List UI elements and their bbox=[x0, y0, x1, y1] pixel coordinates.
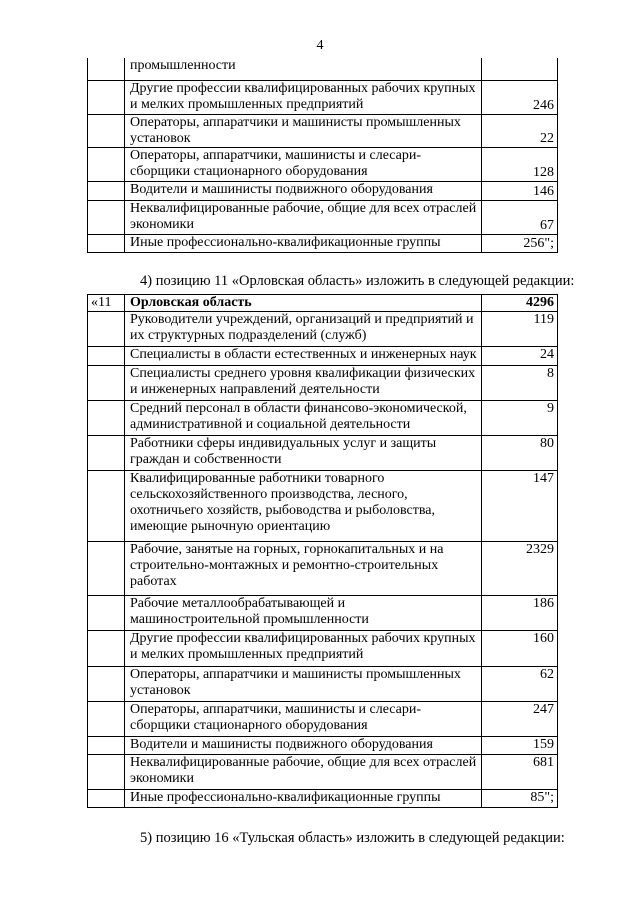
count-cell: 147 bbox=[482, 471, 558, 542]
oryol-region-table bbox=[87, 294, 558, 808]
index-cell bbox=[88, 631, 125, 667]
count-cell: 67 bbox=[482, 200, 558, 234]
table-row bbox=[88, 181, 558, 200]
occupation-cell: Водители и машинисты подвижного оборудования bbox=[125, 737, 482, 755]
occupation-cell: Неквалифицированные рабочие, общие для всех отраслей экономики bbox=[125, 200, 482, 234]
occupation-cell: Операторы, аппаратчики и машинисты промышленных установок bbox=[125, 667, 482, 702]
count-cell: 8 bbox=[482, 366, 558, 401]
table-row bbox=[88, 401, 558, 436]
occupation-cell: Другие профессии квалифицированных рабочих крупных и мелких промышленных предприятий bbox=[125, 631, 482, 667]
occupation-cell: Операторы, аппаратчики и машинисты промышленных установок bbox=[125, 114, 482, 147]
occupation-cell: Специалисты среднего уровня квалификации физических и инженерных направлений деятельности bbox=[125, 366, 482, 401]
table-row bbox=[88, 114, 558, 147]
index-cell bbox=[88, 737, 125, 755]
count-cell: 256"; bbox=[482, 234, 558, 252]
count-cell bbox=[482, 58, 558, 80]
occupation-cell: Специалисты в области естественных и инженерных наук bbox=[125, 347, 482, 366]
table-row bbox=[88, 737, 558, 755]
table-row bbox=[88, 471, 558, 542]
count-cell: 9 bbox=[482, 401, 558, 436]
index-cell bbox=[88, 181, 125, 200]
index-cell bbox=[88, 702, 125, 737]
index-cell bbox=[88, 667, 125, 702]
table-row bbox=[88, 790, 558, 808]
region-name-cell: Орловская область bbox=[125, 295, 482, 312]
table-row bbox=[88, 366, 558, 401]
table-row bbox=[88, 347, 558, 366]
occupation-cell: Руководители учреждений, организаций и предприятий и их структурных подразделений (служб) bbox=[125, 312, 482, 347]
index-cell bbox=[88, 58, 125, 80]
region-header-row bbox=[88, 295, 558, 312]
table-row bbox=[88, 631, 558, 667]
instruction-paragraph-5: 5) позицию 16 «Тульская область» изложить в следующей редакции: bbox=[140, 830, 565, 846]
region-total-cell: 4296 bbox=[482, 295, 558, 312]
table-row bbox=[88, 200, 558, 234]
occupation-cell: промышленности bbox=[125, 58, 482, 80]
index-cell bbox=[88, 596, 125, 631]
index-cell bbox=[88, 542, 125, 596]
table-row bbox=[88, 755, 558, 790]
index-cell bbox=[88, 755, 125, 790]
table-row bbox=[88, 542, 558, 596]
occupation-cell: Водители и машинисты подвижного оборудования bbox=[125, 181, 482, 200]
occupation-cell: Рабочие, занятые на горных, горнокапитальных и на строительно-монтажных и ремонтно-строительных работах bbox=[125, 542, 482, 596]
index-cell bbox=[88, 401, 125, 436]
occupation-cell: Операторы, аппаратчики, машинисты и слесари-сборщики стационарного оборудования bbox=[125, 702, 482, 737]
count-cell: 681 bbox=[482, 755, 558, 790]
table-row bbox=[88, 80, 558, 114]
index-cell bbox=[88, 366, 125, 401]
index-cell bbox=[88, 114, 125, 147]
count-cell: 62 bbox=[482, 667, 558, 702]
table-row bbox=[88, 702, 558, 737]
occupation-cell: Неквалифицированные рабочие, общие для всех отраслей экономики bbox=[125, 755, 482, 790]
occupation-cell: Другие профессии квалифицированных рабочих крупных и мелких промышленных предприятий bbox=[125, 80, 482, 114]
count-cell: 85"; bbox=[482, 790, 558, 808]
occupation-cell: Рабочие металлообрабатывающей и машиностроительной промышленности bbox=[125, 596, 482, 631]
region-index-cell: «11 bbox=[88, 295, 125, 312]
count-cell: 146 bbox=[482, 181, 558, 200]
index-cell bbox=[88, 80, 125, 114]
table-continuation bbox=[87, 58, 558, 253]
index-cell bbox=[88, 347, 125, 366]
count-cell: 247 bbox=[482, 702, 558, 737]
instruction-paragraph-4: 4) позицию 11 «Орловская область» изложить в следующей редакции: bbox=[140, 273, 575, 289]
index-cell bbox=[88, 147, 125, 181]
count-cell: 24 bbox=[482, 347, 558, 366]
count-cell: 186 bbox=[482, 596, 558, 631]
table-row bbox=[88, 58, 558, 80]
table-row bbox=[88, 147, 558, 181]
index-cell bbox=[88, 790, 125, 808]
index-cell bbox=[88, 436, 125, 471]
index-cell bbox=[88, 312, 125, 347]
occupation-cell: Средний персонал в области финансово-экономической, административной и социальной деятельности bbox=[125, 401, 482, 436]
count-cell: 22 bbox=[482, 114, 558, 147]
table-row bbox=[88, 667, 558, 702]
count-cell: 119 bbox=[482, 312, 558, 347]
index-cell bbox=[88, 471, 125, 542]
occupation-cell: Работники сферы индивидуальных услуг и защиты граждан и собственности bbox=[125, 436, 482, 471]
occupation-cell: Иные профессионально-квалификационные группы bbox=[125, 790, 482, 808]
table-row bbox=[88, 436, 558, 471]
index-cell bbox=[88, 200, 125, 234]
count-cell: 80 bbox=[482, 436, 558, 471]
index-cell bbox=[88, 234, 125, 252]
table-row bbox=[88, 312, 558, 347]
count-cell: 128 bbox=[482, 147, 558, 181]
page-number: 4 bbox=[316, 38, 324, 53]
count-cell: 160 bbox=[482, 631, 558, 667]
count-cell: 2329 bbox=[482, 542, 558, 596]
count-cell: 159 bbox=[482, 737, 558, 755]
table-row bbox=[88, 234, 558, 252]
occupation-cell: Иные профессионально-квалификационные группы bbox=[125, 234, 482, 252]
count-cell: 246 bbox=[482, 80, 558, 114]
table-row bbox=[88, 596, 558, 631]
occupation-cell: Квалифицированные работники товарного сельскохозяйственного производства, лесного, охотничьего хозяйств, рыбоводства и рыболовства, имеющие рыночную ориентацию bbox=[125, 471, 482, 542]
occupation-cell: Операторы, аппаратчики, машинисты и слесари-сборщики стационарного оборудования bbox=[125, 147, 482, 181]
